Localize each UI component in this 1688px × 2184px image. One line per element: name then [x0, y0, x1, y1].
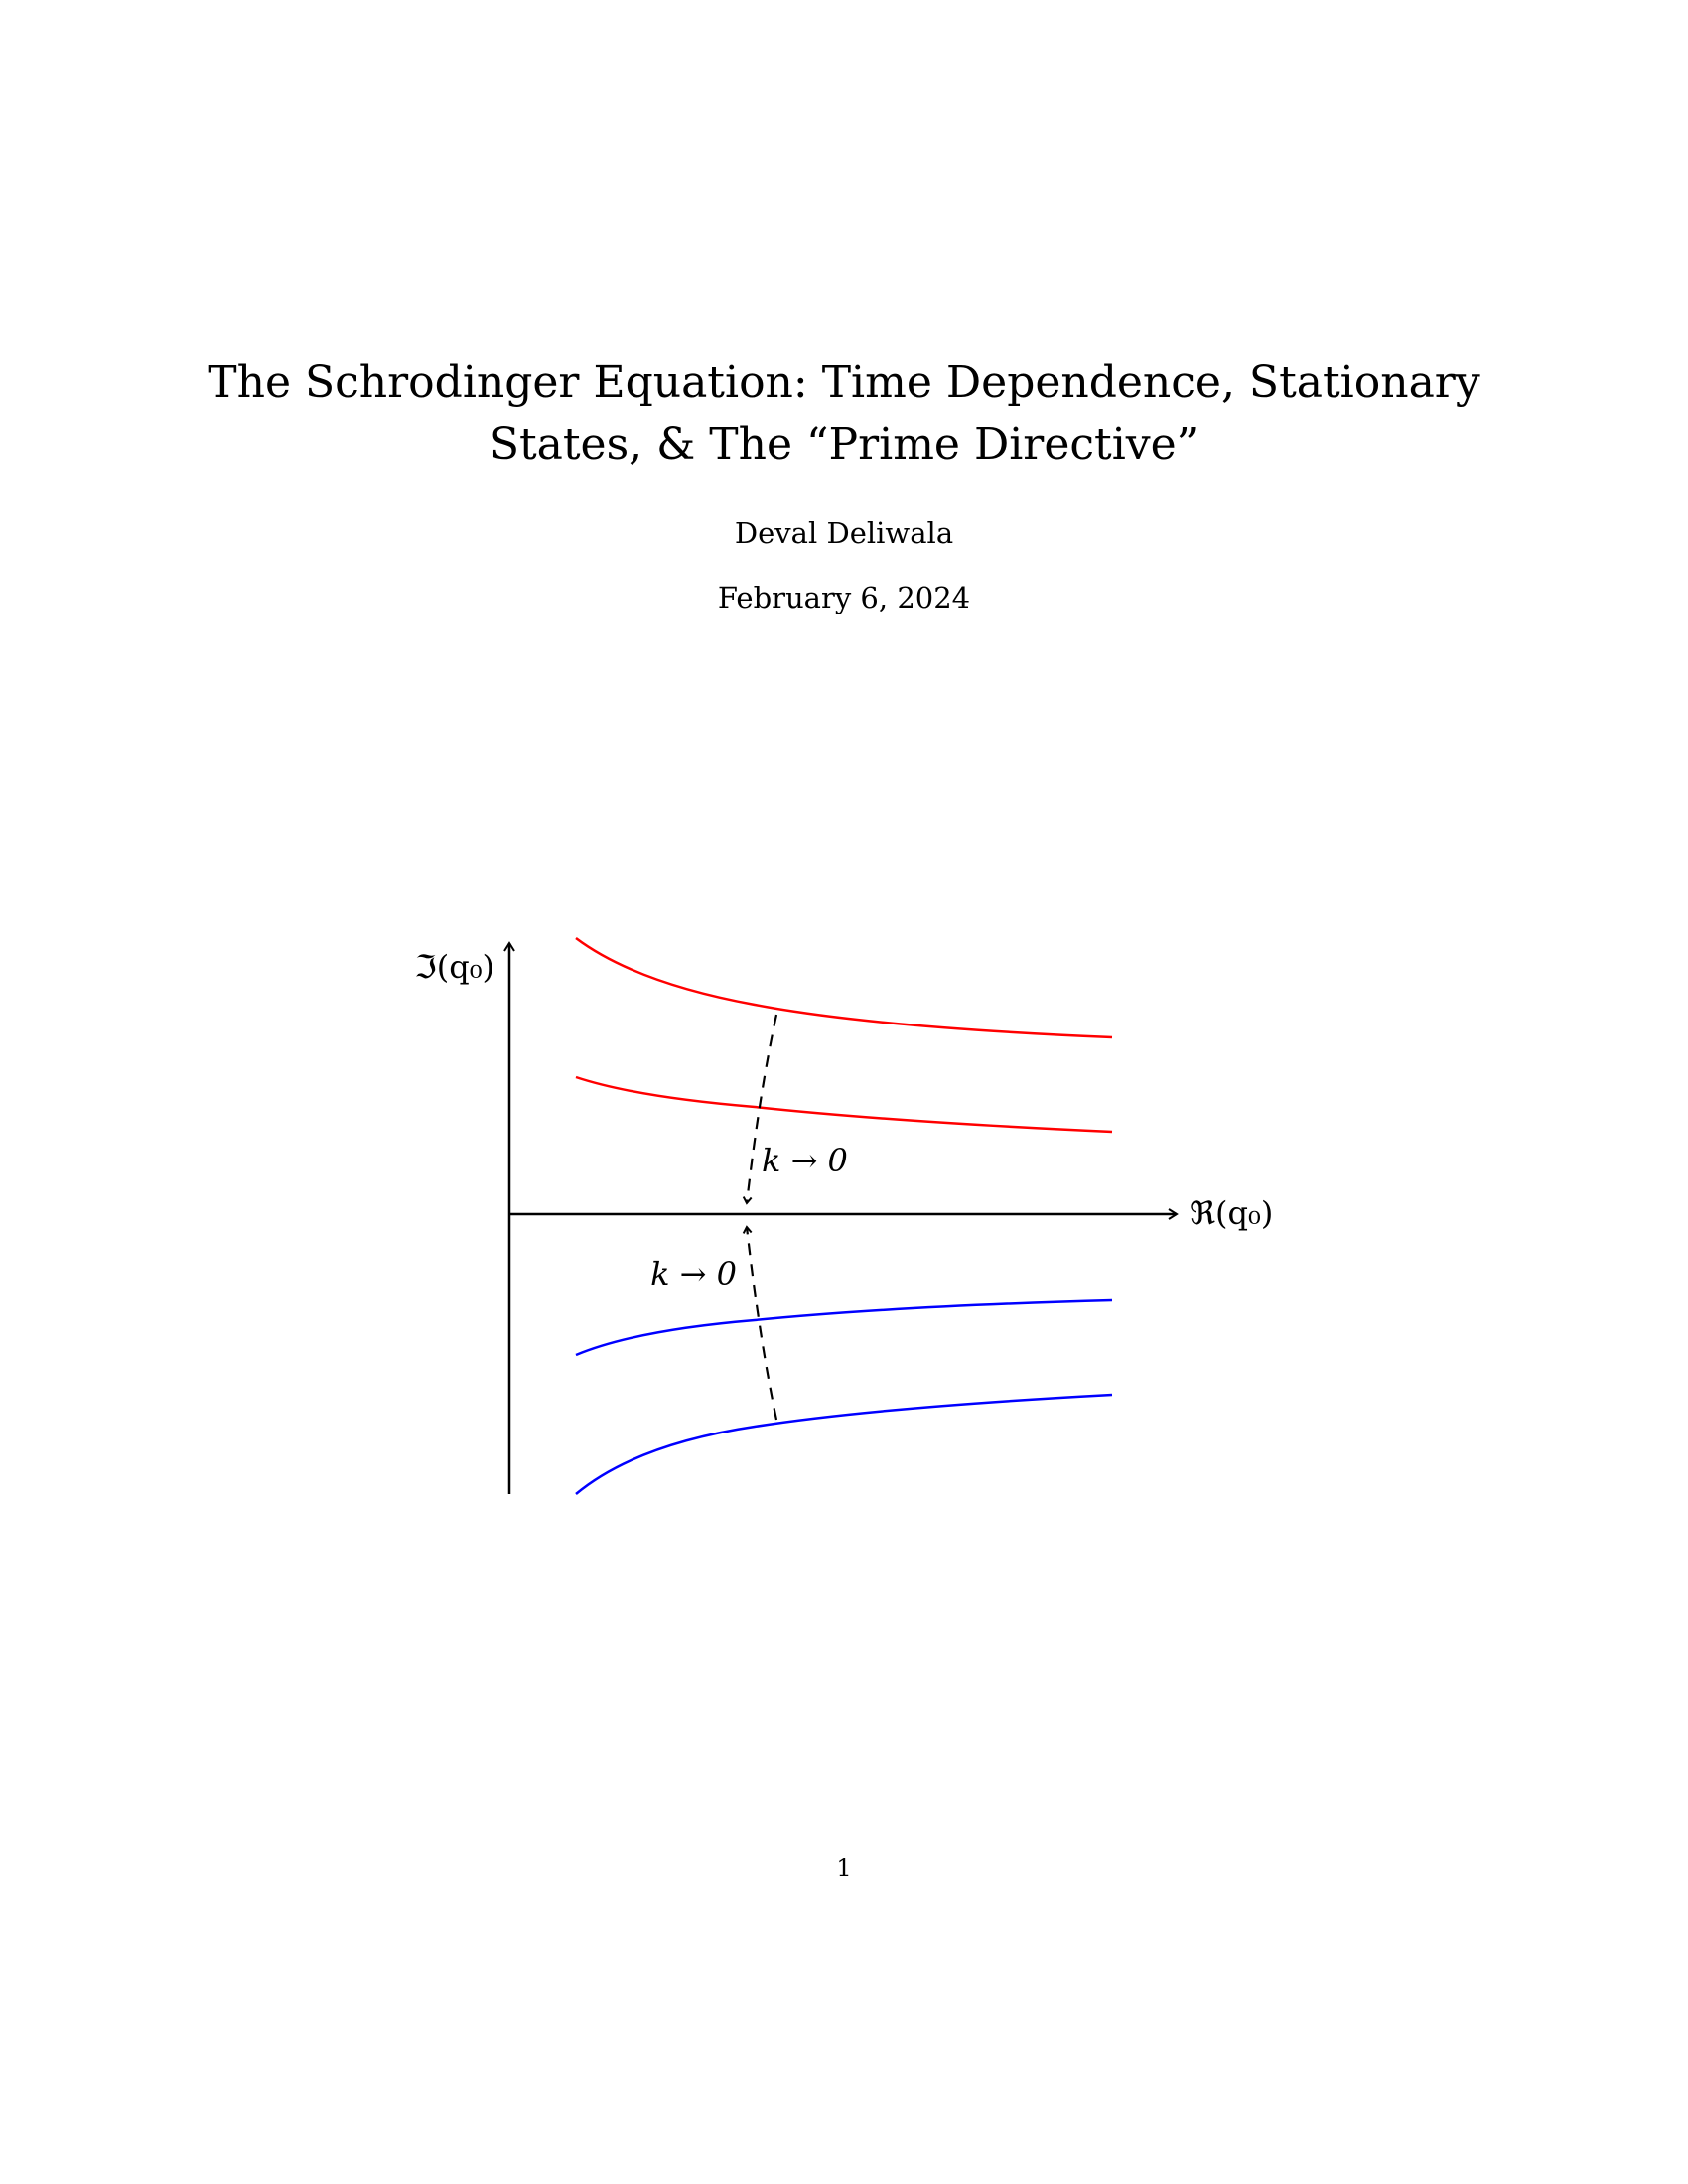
lower-annotation: k → 0: [650, 1255, 737, 1293]
title-line-1: The Schrodinger Equation: Time Dependence, Stationary: [208, 357, 1480, 408]
lower-inner-curve: [576, 1300, 1112, 1355]
author: Deval Deliwala: [734, 516, 954, 550]
date: February 6, 2024: [717, 581, 971, 614]
lower-limit-arrow: [747, 1227, 776, 1420]
title-line-2: States, & The “Prime Directive”: [489, 419, 1199, 470]
x-axis-label: ℜ(q₀): [1190, 1194, 1274, 1232]
page-number: 1: [836, 1854, 852, 1882]
y-axis-label: ℑ(q₀): [414, 948, 494, 986]
upper-annotation: k → 0: [762, 1142, 848, 1179]
lower-outer-curve: [576, 1395, 1112, 1494]
upper-inner-curve: [576, 1077, 1112, 1132]
upper-outer-curve: [576, 938, 1112, 1037]
